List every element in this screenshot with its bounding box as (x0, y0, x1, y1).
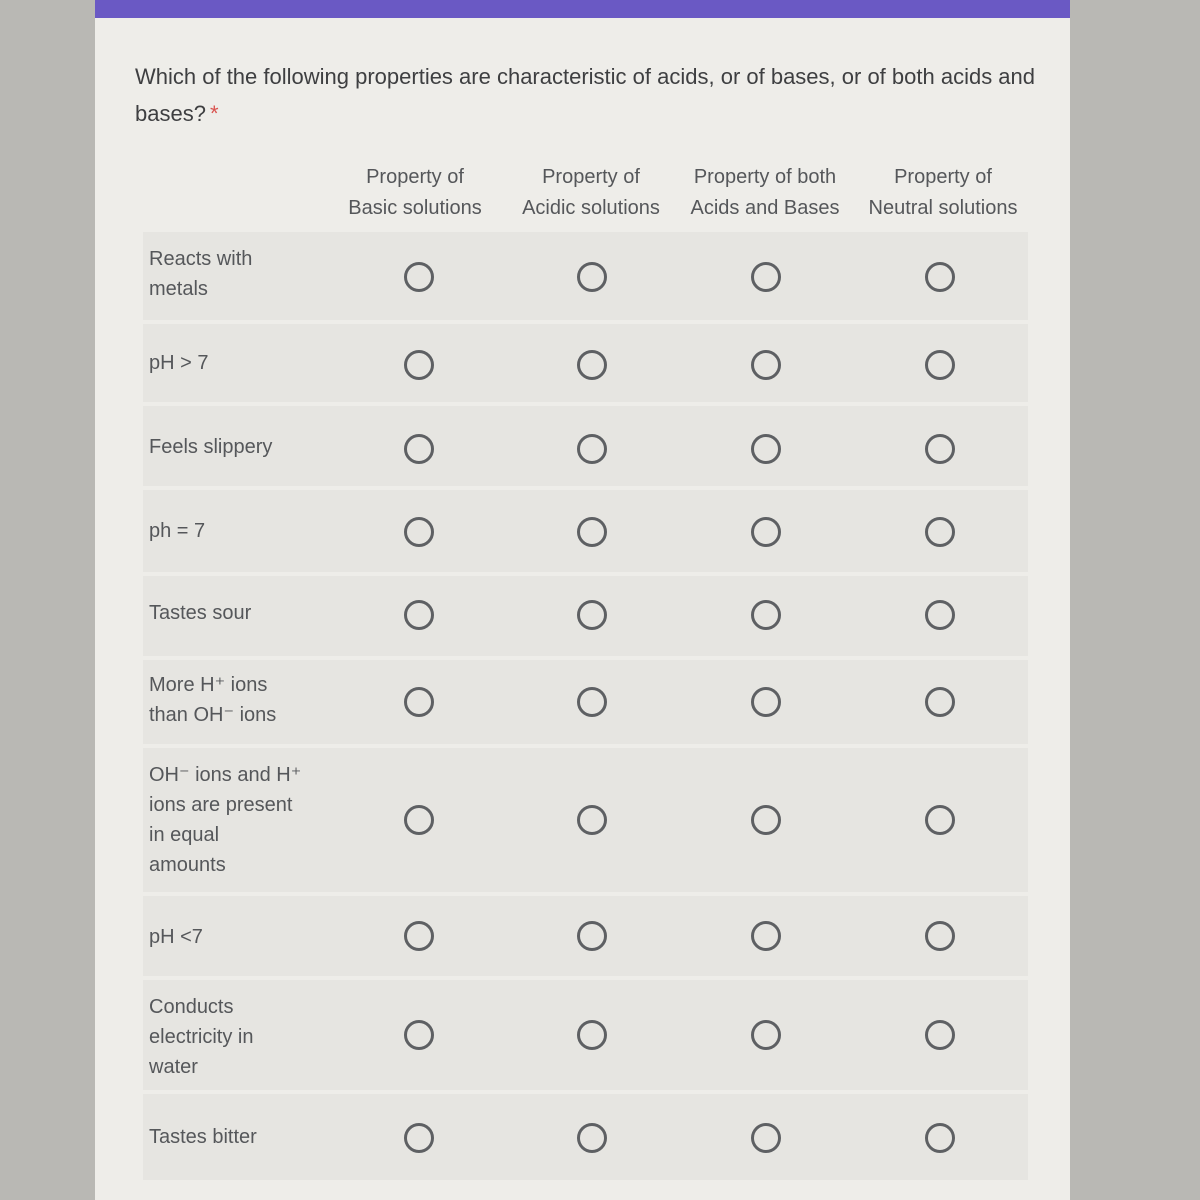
grid-row (143, 406, 1028, 486)
row-label (149, 670, 319, 730)
row-label (149, 760, 319, 880)
radio-acidic[interactable] (577, 921, 607, 951)
radio-acidic[interactable] (577, 1020, 607, 1050)
row-label-line: More H⁺ ions (149, 674, 268, 696)
radio-neutral[interactable] (925, 434, 955, 464)
radio-basic[interactable] (404, 805, 434, 835)
question-text: Which of the following properties are characteristic of acids, or of bases, or of both acids and bases? (135, 64, 1036, 126)
grid-row (143, 576, 1028, 656)
radio-neutral[interactable] (925, 1123, 955, 1153)
row-label (149, 1122, 319, 1152)
radio-acidic[interactable] (577, 262, 607, 292)
row-label (149, 922, 319, 952)
grid-row (143, 232, 1028, 320)
column-header-neutral (855, 162, 1031, 224)
column-header-line: Property of (894, 166, 992, 188)
row-label-line: Tastes bitter (149, 1126, 257, 1148)
radio-both[interactable] (751, 1123, 781, 1153)
radio-basic[interactable] (404, 600, 434, 630)
radio-basic[interactable] (404, 1123, 434, 1153)
row-label-line: Reacts with (149, 248, 253, 270)
form-card (95, 0, 1070, 1200)
row-label-line: pH <7 (149, 926, 203, 948)
radio-both[interactable] (751, 921, 781, 951)
row-label-line: ph = 7 (149, 520, 206, 542)
grid-row (143, 1094, 1028, 1180)
radio-both[interactable] (751, 687, 781, 717)
column-header-acidic (503, 162, 679, 224)
row-label-line: OH⁻ ions and H⁺ (149, 764, 302, 786)
row-label-line: ions are present (149, 794, 293, 816)
question-title (135, 58, 1035, 132)
radio-acidic[interactable] (577, 600, 607, 630)
grid-row (143, 748, 1028, 892)
grid-row (143, 896, 1028, 976)
column-header-line: Property of both (693, 166, 837, 188)
row-label (149, 244, 319, 304)
row-label (149, 432, 319, 462)
radio-basic[interactable] (404, 350, 434, 380)
radio-neutral[interactable] (925, 1020, 955, 1050)
column-header-line: Acids and Bases (690, 197, 840, 219)
column-header-line: Property of (366, 166, 464, 188)
row-label-line: than OH⁻ ions (149, 704, 277, 726)
radio-acidic[interactable] (577, 434, 607, 464)
grid-row (143, 324, 1028, 402)
column-header-line: Acidic solutions (522, 197, 660, 219)
radio-basic[interactable] (404, 921, 434, 951)
grid-row (143, 980, 1028, 1090)
radio-neutral[interactable] (925, 921, 955, 951)
column-header-line: Neutral solutions (868, 197, 1018, 219)
row-label-line: pH > 7 (149, 352, 209, 374)
row-label (149, 516, 319, 546)
required-asterisk: * (209, 101, 219, 126)
column-header-line: Basic solutions (348, 197, 482, 219)
radio-neutral[interactable] (925, 517, 955, 547)
row-label (149, 348, 319, 378)
radio-both[interactable] (751, 600, 781, 630)
grid-row (143, 660, 1028, 744)
radio-neutral[interactable] (925, 687, 955, 717)
radio-both[interactable] (751, 1020, 781, 1050)
row-label-line: metals (149, 278, 208, 300)
row-label-line: Conducts (149, 996, 234, 1018)
radio-basic[interactable] (404, 517, 434, 547)
radio-acidic[interactable] (577, 1123, 607, 1153)
row-label-line: in equal (149, 824, 220, 846)
row-label-line: water (149, 1056, 198, 1078)
radio-acidic[interactable] (577, 517, 607, 547)
radio-neutral[interactable] (925, 262, 955, 292)
column-header-line: Property of (542, 166, 640, 188)
radio-basic[interactable] (404, 687, 434, 717)
row-label-line: amounts (149, 854, 226, 876)
row-label-line: Tastes sour (149, 602, 252, 624)
column-header-basic (327, 162, 503, 224)
radio-both[interactable] (751, 350, 781, 380)
radio-acidic[interactable] (577, 687, 607, 717)
radio-both[interactable] (751, 262, 781, 292)
row-label-line: electricity in (149, 1026, 254, 1048)
radio-acidic[interactable] (577, 350, 607, 380)
radio-acidic[interactable] (577, 805, 607, 835)
grid-row (143, 490, 1028, 572)
radio-both[interactable] (751, 517, 781, 547)
form-accent-bar (95, 0, 1070, 18)
row-label (149, 992, 319, 1082)
column-header-both (677, 162, 853, 224)
radio-basic[interactable] (404, 1020, 434, 1050)
radio-basic[interactable] (404, 262, 434, 292)
radio-both[interactable] (751, 434, 781, 464)
radio-neutral[interactable] (925, 805, 955, 835)
row-label-line: Feels slippery (149, 436, 273, 458)
row-label (149, 598, 319, 628)
radio-both[interactable] (751, 805, 781, 835)
radio-neutral[interactable] (925, 600, 955, 630)
radio-neutral[interactable] (925, 350, 955, 380)
radio-basic[interactable] (404, 434, 434, 464)
